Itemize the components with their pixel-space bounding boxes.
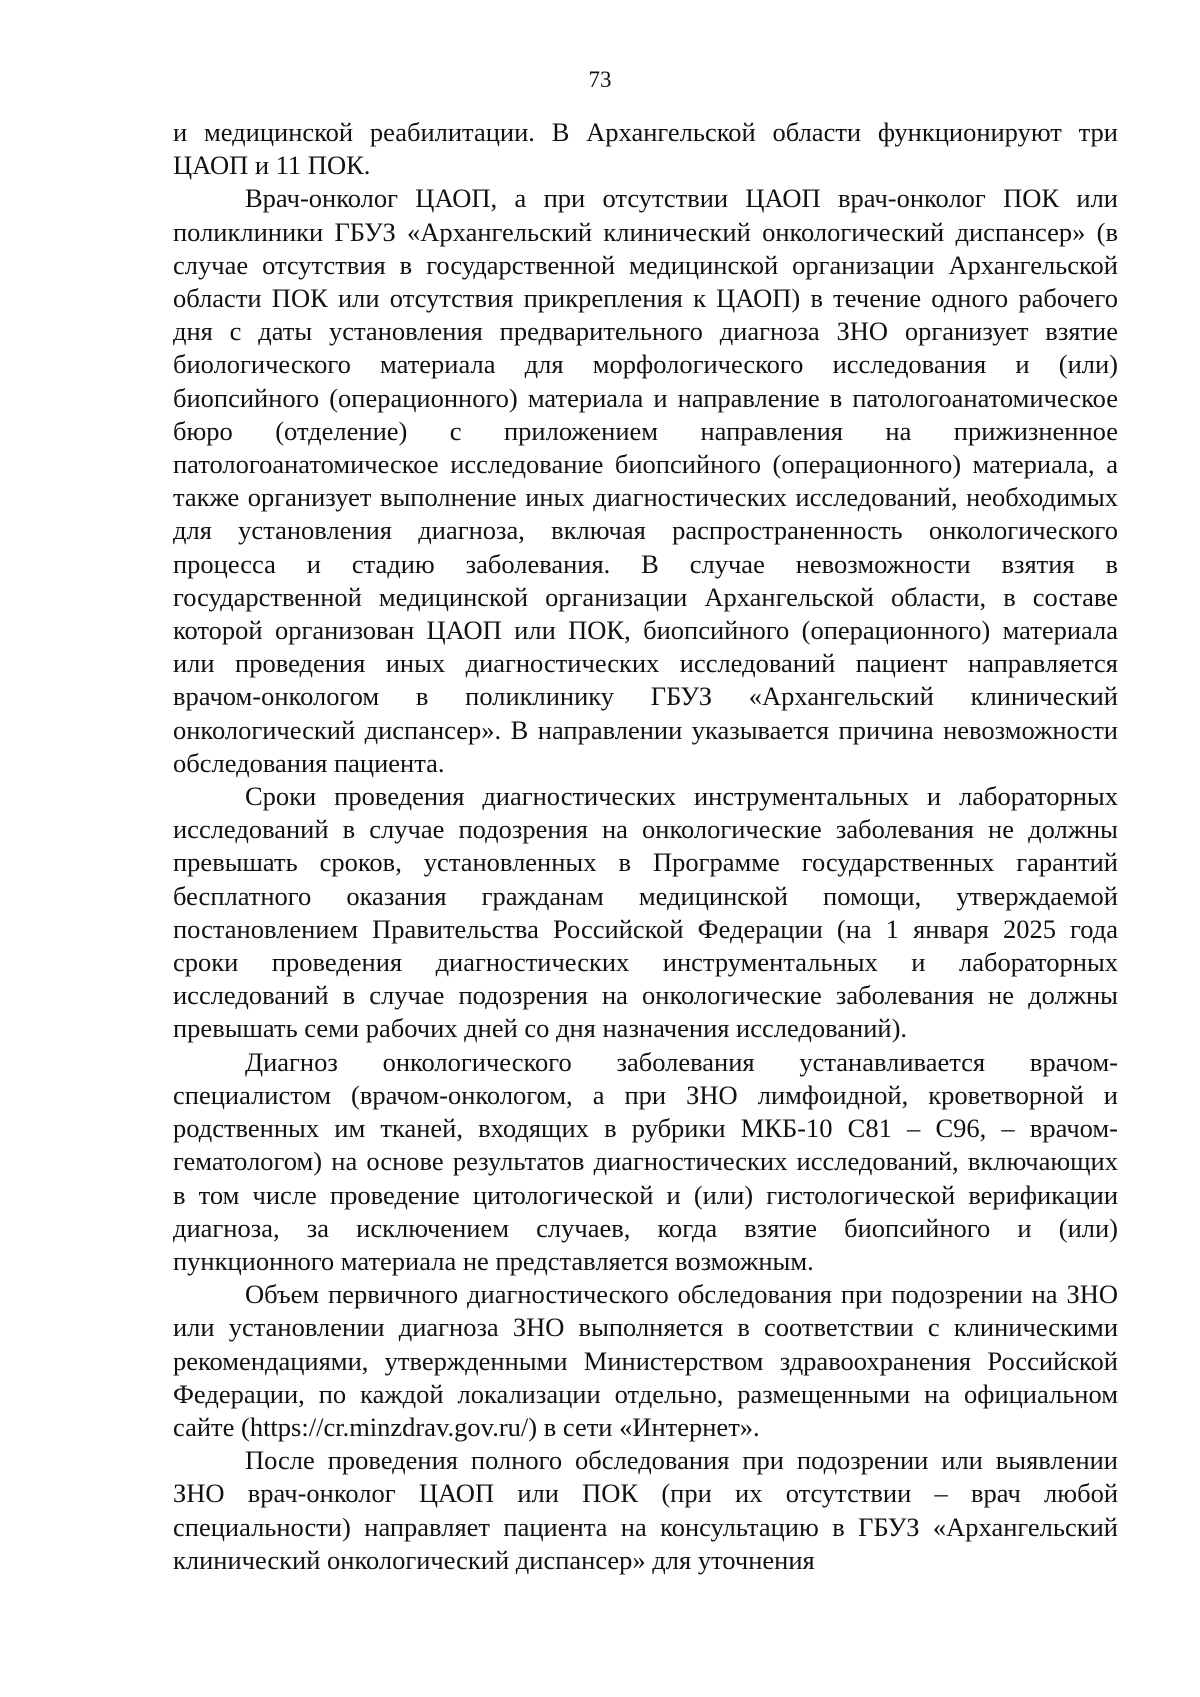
paragraph-examination-scope: Объем первичного диагностического обследования при подозрении на ЗНО или установлении диагноза ЗНО выполняется в соответствии с клиническими рекомендациями, утвержденными Министерством здравоохранения Российской Федерации, по каждой локализации отдельно, размещенными на официальном сайте (https://cr.minzdrav.gov.ru/) в сети «Интернет». xyxy=(173,1279,1118,1442)
document-body xyxy=(173,116,1118,1577)
paragraph-continuation: и медицинской реабилитации. В Архангельской области функционируют три ЦАОП и 11 ПОК. xyxy=(173,117,1118,181)
paragraph-diagnostic-deadlines: Сроки проведения диагностических инструментальных и лабораторных исследований в случае подозрения на онкологические заболевания не должны превышать сроков, установленных в Программе государственных гарантий бесплатного оказания гражданам медицинской помощи, утверждаемой постановлением Правительства Российской Федерации (на 1 января 2025 года сроки проведения диагностических инструментальных и лабораторных исследований в случае подозрения на онкологические заболевания не должны превышать семи рабочих дней со дня назначения исследований). xyxy=(173,781,1118,1044)
page-number: 73 xyxy=(588,67,612,92)
paragraph-oncologist-duties: Врач-онколог ЦАОП, а при отсутствии ЦАОП врач-онколог ПОК или поликлиники ГБУЗ «Архангельский клинический онкологический диспансер» (в случае отсутствия в государственной медицинской организации Архангельской области ПОК или отсутствия прикрепления к ЦАОП) в течение одного рабочего дня с даты установления предварительного диагноза ЗНО организует взятие биологического материала для морфологического исследования и (или) биопсийного (операционного) материала и направление в патологоанатомическое бюро (отделение) с приложением направления на прижизненное патологоанатомическое исследование биопсийного (операционного) материала, а также организует выполнение иных диагностических исследований, необходимых для установления диагноза, включая распространенность онкологического процесса и стадию заболевания. В случае невозможности взятия в государственной медицинской организации Архангельской области, в составе которой организован ЦАОП или ПОК, биопсийного (операционного) материала или проведения иных диагностических исследований пациент направляется врачом-онкологом в поликлинику ГБУЗ «Архангельский клинический онкологический диспансер». В направлении указывается причина невозможности обследования пациента. xyxy=(173,183,1118,778)
paragraph-diagnosis-establishment: Диагноз онкологического заболевания устанавливается врачом-специалистом (врачом-онкологом, а при ЗНО лимфоидной, кроветворной и родственных им тканей, входящих в рубрики МКБ-10 С81 – С96, – врачом-гематологом) на основе результатов диагностических исследований, включающих в том числе проведение цитологической и (или) гистологической верификации диагноза, за исключением случаев, когда взятие биопсийного и (или) пункционного материала не представляется возможным. xyxy=(173,1046,1118,1276)
paragraph-referral-consultation: После проведения полного обследования при подозрении или выявлении ЗНО врач-онколог ЦАОП или ПОК (при их отсутствии – врач любой специальности) направляет пациента на консультацию в ГБУЗ «Архангельский клинический онкологический диспансер» для уточнения xyxy=(173,1445,1118,1575)
